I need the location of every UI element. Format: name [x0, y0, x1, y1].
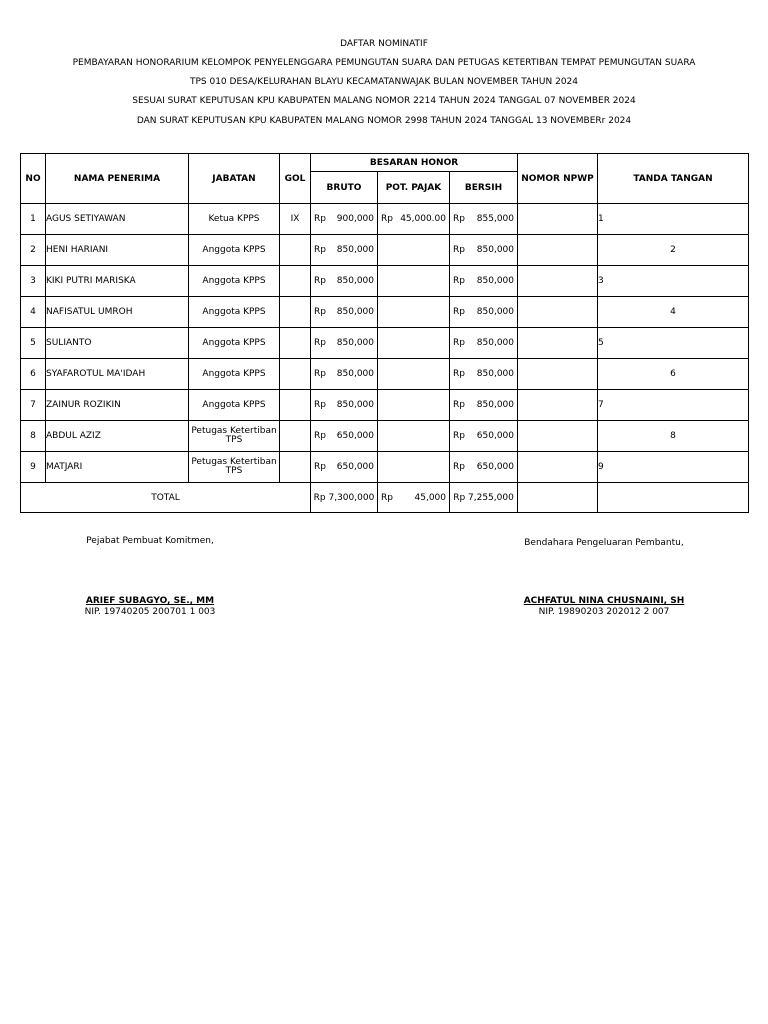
cell-no: 4	[21, 297, 46, 328]
header-tanda-tangan: TANDA TANGAN	[598, 154, 749, 204]
header-besaran-honor: BESARAN HONOR	[311, 154, 518, 172]
document-subtitle: PEMBAYARAN HONORARIUM KELOMPOK PENYELENGGARA PEMUNGUTAN SUARA DAN PETUGAS KETERTIBAN TEMPAT PEMUNGUTAN SUARA	[72, 58, 696, 68]
signature-right-role: Bendahara Pengeluaran Pembantu,	[524, 538, 684, 548]
cell-npwp	[518, 266, 598, 297]
cell-tanda-tangan: 4	[598, 297, 749, 328]
cell-bersih-currency: Rp	[453, 307, 465, 317]
signature-right	[514, 538, 694, 618]
total-pajak-amount: 45,000	[414, 492, 446, 503]
cell-tanda-tangan: 2	[598, 235, 749, 266]
cell-jabatan: Petugas Ketertiban TPS	[189, 421, 280, 452]
cell-bruto-currency: Rp	[314, 431, 326, 441]
cell-pajak	[378, 390, 450, 421]
cell-bersih-amount: 650,000	[476, 462, 515, 472]
cell-bersih-amount: 855,000	[476, 214, 515, 224]
cell-pajak	[378, 452, 450, 483]
cell-bersih	[450, 297, 518, 328]
cell-gol	[280, 452, 311, 483]
cell-bersih-amount: 850,000	[476, 338, 515, 348]
cell-nama: NAFISATUL UMROH	[46, 297, 189, 328]
header-jabatan: JABATAN	[189, 154, 280, 204]
header-pot-pajak: POT. PAJAK	[378, 172, 450, 204]
cell-gol	[280, 266, 311, 297]
cell-jabatan: Anggota KPPS	[189, 266, 280, 297]
cell-bruto-currency: Rp	[314, 369, 326, 379]
header-npwp: NOMOR NPWP	[518, 154, 598, 204]
document-title: DAFTAR NOMINATIF	[340, 39, 428, 49]
cell-gol	[280, 297, 311, 328]
cell-npwp	[518, 297, 598, 328]
cell-nama: SULIANTO	[46, 328, 189, 359]
cell-bersih-currency: Rp	[453, 431, 465, 441]
cell-npwp	[518, 204, 598, 235]
cell-bruto	[311, 266, 378, 297]
cell-bersih-amount: 850,000	[476, 400, 515, 410]
header-bruto: BRUTO	[311, 172, 378, 204]
cell-bruto	[311, 452, 378, 483]
cell-no: 9	[21, 452, 46, 483]
cell-bruto-amount: 850,000	[336, 307, 374, 317]
cell-pajak	[378, 235, 450, 266]
table-row	[21, 204, 749, 235]
cell-npwp	[518, 235, 598, 266]
header-bersih: BERSIH	[450, 172, 518, 204]
table-row	[21, 328, 749, 359]
cell-npwp	[518, 359, 598, 390]
total-ttd	[598, 483, 749, 513]
signature-right-nip: NIP. 19890203 202012 2 007	[538, 607, 670, 617]
cell-bersih-currency: Rp	[453, 462, 465, 472]
cell-bruto-amount: 650,000	[336, 462, 374, 472]
document-location: TPS 010 DESA/KELURAHAN BLAYU KECAMATANWAJAK BULAN NOVEMBER TAHUN 2024	[189, 77, 579, 87]
cell-bruto	[311, 297, 378, 328]
cell-jabatan: Anggota KPPS	[189, 235, 280, 266]
cell-no: 8	[21, 421, 46, 452]
cell-bruto-amount: 850,000	[336, 276, 374, 286]
cell-bersih-currency: Rp	[453, 214, 465, 224]
cell-pajak	[378, 359, 450, 390]
total-label: TOTAL	[21, 483, 311, 513]
cell-nama: HENI HARIANI	[46, 235, 189, 266]
total-bruto: Rp 7,300,000	[311, 483, 378, 513]
cell-bruto-currency: Rp	[314, 338, 326, 348]
table-row	[21, 297, 749, 328]
cell-nama: ZAINUR ROZIKIN	[46, 390, 189, 421]
table-row	[21, 452, 749, 483]
cell-bersih-currency: Rp	[453, 245, 465, 255]
cell-bruto-currency: Rp	[314, 214, 326, 224]
cell-bersih	[450, 359, 518, 390]
cell-bersih-currency: Rp	[453, 338, 465, 348]
cell-tanda-tangan: 6	[598, 359, 749, 390]
header-no: NO	[21, 154, 46, 204]
signature-left-name: ARIEF SUBAGYO, SE., MM	[85, 596, 215, 606]
cell-bruto-currency: Rp	[314, 245, 326, 255]
table-row	[21, 359, 749, 390]
cell-no: 1	[21, 204, 46, 235]
cell-pajak	[378, 421, 450, 452]
cell-bersih-amount: 650,000	[476, 431, 515, 441]
cell-bersih-amount: 850,000	[476, 369, 515, 379]
cell-nama: KIKI PUTRI MARISKA	[46, 266, 189, 297]
cell-bruto	[311, 204, 378, 235]
cell-npwp	[518, 328, 598, 359]
header-gol: GOL	[280, 154, 311, 204]
cell-nama: AGUS SETIYAWAN	[46, 204, 189, 235]
cell-bersih-currency: Rp	[453, 369, 465, 379]
cell-bruto	[311, 390, 378, 421]
cell-gol	[280, 390, 311, 421]
cell-bruto-currency: Rp	[314, 462, 326, 472]
cell-bersih	[450, 452, 518, 483]
cell-pajak	[378, 204, 450, 235]
total-pajak	[378, 483, 450, 513]
cell-bersih-amount: 850,000	[476, 307, 515, 317]
cell-npwp	[518, 390, 598, 421]
total-bersih: Rp 7,255,000	[450, 483, 518, 513]
cell-bersih-currency: Rp	[453, 400, 465, 410]
cell-no: 6	[21, 359, 46, 390]
cell-bruto-amount: 850,000	[336, 245, 374, 255]
cell-no: 2	[21, 235, 46, 266]
cell-gol: IX	[280, 204, 311, 235]
cell-bersih	[450, 266, 518, 297]
cell-bruto-amount: 850,000	[336, 369, 374, 379]
table-row	[21, 266, 749, 297]
cell-pajak-currency: Rp	[381, 214, 393, 224]
signature-right-name: ACHFATUL NINA CHUSNAINI, SH	[523, 596, 685, 606]
total-npwp	[518, 483, 598, 513]
cell-bruto-currency: Rp	[314, 276, 326, 286]
total-pajak-currency: Rp	[381, 492, 393, 503]
cell-jabatan: Anggota KPPS	[189, 390, 280, 421]
cell-pajak	[378, 266, 450, 297]
cell-tanda-tangan: 9	[598, 452, 749, 483]
cell-bersih-amount: 850,000	[476, 276, 515, 286]
cell-bruto-amount: 900,000	[336, 214, 374, 224]
cell-gol	[280, 235, 311, 266]
nominative-table	[20, 153, 749, 513]
table-row	[21, 235, 749, 266]
cell-nama: MATJARI	[46, 452, 189, 483]
header-nama: NAMA PENERIMA	[46, 154, 189, 204]
cell-no: 3	[21, 266, 46, 297]
cell-bruto-currency: Rp	[314, 307, 326, 317]
cell-jabatan: Anggota KPPS	[189, 328, 280, 359]
cell-nama: SYAFAROTUL MA'IDAH	[46, 359, 189, 390]
signature-left-nip: NIP. 19740205 200701 1 003	[84, 607, 216, 617]
document-decree-1: SESUAI SURAT KEPUTUSAN KPU KABUPATEN MALANG NOMOR 2214 TAHUN 2024 TANGGAL 07 NOVEMBER 2024	[132, 96, 636, 106]
cell-tanda-tangan: 7	[598, 390, 749, 421]
cell-bersih-currency: Rp	[453, 276, 465, 286]
cell-npwp	[518, 452, 598, 483]
cell-bruto-currency: Rp	[314, 400, 326, 410]
cell-no: 7	[21, 390, 46, 421]
table-body	[21, 204, 749, 483]
cell-gol	[280, 328, 311, 359]
cell-bruto	[311, 328, 378, 359]
cell-bruto	[311, 359, 378, 390]
cell-nama: ABDUL AZIZ	[46, 421, 189, 452]
cell-bersih-amount: 850,000	[476, 245, 515, 255]
cell-pajak	[378, 328, 450, 359]
cell-bersih	[450, 204, 518, 235]
cell-bruto	[311, 235, 378, 266]
cell-jabatan: Anggota KPPS	[189, 297, 280, 328]
cell-bersih	[450, 390, 518, 421]
cell-bruto	[311, 421, 378, 452]
document-decree-2: DAN SURAT KEPUTUSAN KPU KABUPATEN MALANG NOMOR 2998 TAHUN 2024 TANGGAL 13 NOVEMBERr 2024	[136, 116, 632, 126]
table-row	[21, 390, 749, 421]
cell-gol	[280, 359, 311, 390]
cell-bruto-amount: 850,000	[336, 338, 374, 348]
cell-gol	[280, 421, 311, 452]
cell-jabatan: Ketua KPPS	[189, 204, 280, 235]
cell-jabatan: Petugas Ketertiban TPS	[189, 452, 280, 483]
cell-bruto-amount: 650,000	[336, 431, 374, 441]
cell-bruto-amount: 850,000	[336, 400, 374, 410]
table-row	[21, 421, 749, 452]
cell-bersih	[450, 328, 518, 359]
cell-tanda-tangan: 1	[598, 204, 749, 235]
cell-tanda-tangan: 3	[598, 266, 749, 297]
cell-pajak-amount: 45,000.00	[400, 214, 446, 224]
cell-pajak	[378, 297, 450, 328]
cell-bersih	[450, 235, 518, 266]
cell-jabatan: Anggota KPPS	[189, 359, 280, 390]
cell-npwp	[518, 421, 598, 452]
signature-left	[70, 536, 230, 618]
cell-bersih	[450, 421, 518, 452]
cell-tanda-tangan: 5	[598, 328, 749, 359]
cell-no: 5	[21, 328, 46, 359]
total-row	[21, 483, 749, 513]
cell-tanda-tangan: 8	[598, 421, 749, 452]
signature-left-role: Pejabat Pembuat Komitmen,	[86, 536, 214, 546]
